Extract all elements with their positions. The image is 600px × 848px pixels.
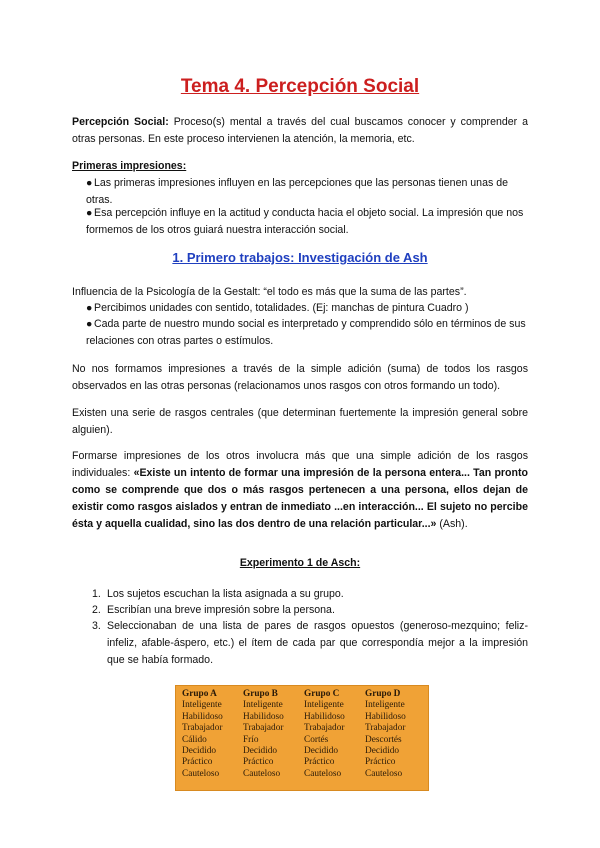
experiment-heading: Experimento 1 de Asch: bbox=[239, 557, 361, 569]
table-row bbox=[182, 712, 426, 723]
quote-attribution: (Ash). bbox=[436, 518, 468, 530]
table-cell: Habilidoso bbox=[182, 711, 223, 722]
bullet-icon: ● bbox=[86, 177, 93, 189]
step-text: Seleccionaban de una lista de pares de rasgos opuestos (generoso-mezquino; feliz-infeliz, afable-áspero, etc.) el ítem de cada par que correspondía mejor a la impresión que se había formado. bbox=[107, 620, 528, 666]
gestalt-paragraph: Influencia de la Psicología de la Gestalt: “el todo es más que la suma de las partes”. bbox=[72, 286, 467, 298]
table-cell: Trabajador bbox=[243, 723, 284, 734]
table-cell: Habilidoso bbox=[365, 711, 406, 722]
table-cell: Cauteloso bbox=[243, 768, 281, 779]
intro-label: Percepción Social: bbox=[72, 116, 169, 128]
table-cell: Práctico bbox=[365, 757, 396, 768]
bullet-text: Percibimos unidades con sentido, totalidades. (Ej: manchas de pintura Cuadro ) bbox=[94, 302, 469, 314]
list-item bbox=[86, 205, 530, 239]
bullet-icon: ● bbox=[86, 302, 93, 314]
page-title: Tema 4. Percepción Social bbox=[180, 76, 420, 97]
table-cell: Inteligente bbox=[243, 700, 283, 711]
table-cell: Trabajador bbox=[365, 723, 406, 734]
first-impressions-heading bbox=[72, 158, 528, 175]
list-item bbox=[86, 316, 530, 350]
step-text: Los sujetos escuchan la lista asignada a su grupo. bbox=[107, 588, 344, 600]
table-cell: Inteligente bbox=[182, 700, 222, 711]
list-item: 2. Escribían una breve impresión sobre la persona. bbox=[92, 602, 528, 619]
section-heading: 1. Primero trabajos: Investigación de Ash bbox=[172, 250, 428, 265]
list-item: 1. Los sujetos escuchan la lista asignada a su grupo. bbox=[92, 586, 528, 603]
table-header-cell: Grupo D bbox=[365, 689, 401, 699]
table-row bbox=[182, 769, 426, 780]
bullet-text: Las primeras impresiones influyen en las percepciones que las personas tienen unas de otras. bbox=[86, 177, 508, 206]
table-cell: Cauteloso bbox=[304, 768, 342, 779]
list-item bbox=[86, 300, 530, 317]
paragraph-simple-addition: No nos formamos impresiones a través de la simple adición (suma) de todos los rasgos observados en las otras personas (relacionamos unos rasgos con otros formando un todo). bbox=[72, 363, 528, 392]
table-header-cell: Grupo B bbox=[243, 689, 278, 699]
asch-quote: «Existe un intento de formar una impresión de la persona entera... Tan pronto como se comprende que dos o más rasgos pertenecen a una persona, ellos dejan de existir como rasgos aislados y entran de inmediato ...en interacción... El sujeto no percibe ésta y aquella cualidad, sino las dos dentro de una relación particular...» bbox=[72, 467, 528, 530]
table-row bbox=[182, 700, 426, 711]
intro-paragraph bbox=[72, 114, 528, 148]
bullet-text: Cada parte de nuestro mundo social es interpretado y comprendido sólo en términos de sus relaciones con otras partes o estímulos. bbox=[86, 318, 526, 347]
table-cell: Inteligente bbox=[304, 700, 344, 711]
list-item: 3. Seleccionaban de una lista de pares de rasgos opuestos (generoso-mezquino; feliz-infeliz, afable-áspero, etc.) el ítem de cada par que correspondía mejor a la impresión que se había formado. bbox=[92, 618, 528, 669]
paragraph-central-traits: Existen una serie de rasgos centrales (que determinan fuertemente la impresión general sobre alguien). bbox=[72, 407, 528, 436]
table-cell: Habilidoso bbox=[243, 711, 284, 722]
table-cell: Cálido bbox=[182, 734, 207, 745]
quote-intro: Formarse impresiones de los otros involucra más que una simple adición de los rasgos individuales: bbox=[72, 450, 528, 479]
bullet-icon: ● bbox=[86, 207, 93, 219]
table-row bbox=[182, 757, 426, 768]
table-cell: Cortés bbox=[304, 734, 329, 745]
table-cell: Trabajador bbox=[182, 723, 223, 734]
traits-table bbox=[182, 689, 426, 780]
table-cell: Práctico bbox=[243, 757, 274, 768]
table-cell: Cauteloso bbox=[182, 768, 220, 779]
table-header-row bbox=[182, 689, 426, 700]
intro-text: Proceso(s) mental a través del cual buscamos conocer y comprender a otras personas. En este proceso intervienen la atención, la memoria, etc. bbox=[72, 116, 528, 145]
table-cell: Trabajador bbox=[304, 723, 345, 734]
table-cell: Decidido bbox=[243, 746, 278, 757]
table-cell: Decidido bbox=[365, 746, 400, 757]
table-header-cell: Grupo C bbox=[304, 689, 340, 699]
list-item bbox=[86, 175, 530, 209]
paragraph-asch-quote bbox=[72, 448, 528, 533]
table-cell: Descortés bbox=[365, 734, 402, 745]
table-cell: Cauteloso bbox=[365, 768, 403, 779]
traits-table-image bbox=[175, 685, 429, 791]
table-row bbox=[182, 735, 426, 746]
table-cell: Frío bbox=[243, 734, 259, 745]
table-cell: Decidido bbox=[182, 746, 217, 757]
table-cell: Inteligente bbox=[365, 700, 405, 711]
bullet-icon: ● bbox=[86, 318, 93, 330]
table-header-cell: Grupo A bbox=[182, 689, 217, 699]
bullet-text: Esa percepción influye en la actitud y conducta hacia el objeto social. La impresión que nos formemos de los otros guiará nuestra interacción social. bbox=[86, 207, 524, 236]
table-cell: Práctico bbox=[182, 757, 213, 768]
table-cell: Decidido bbox=[304, 746, 339, 757]
table-cell: Práctico bbox=[304, 757, 335, 768]
first-impressions-heading-text: Primeras impresiones: bbox=[72, 160, 187, 172]
step-text: Escribían una breve impresión sobre la persona. bbox=[107, 604, 335, 616]
table-cell: Habilidoso bbox=[304, 711, 345, 722]
table-row bbox=[182, 746, 426, 757]
table-row bbox=[182, 723, 426, 734]
